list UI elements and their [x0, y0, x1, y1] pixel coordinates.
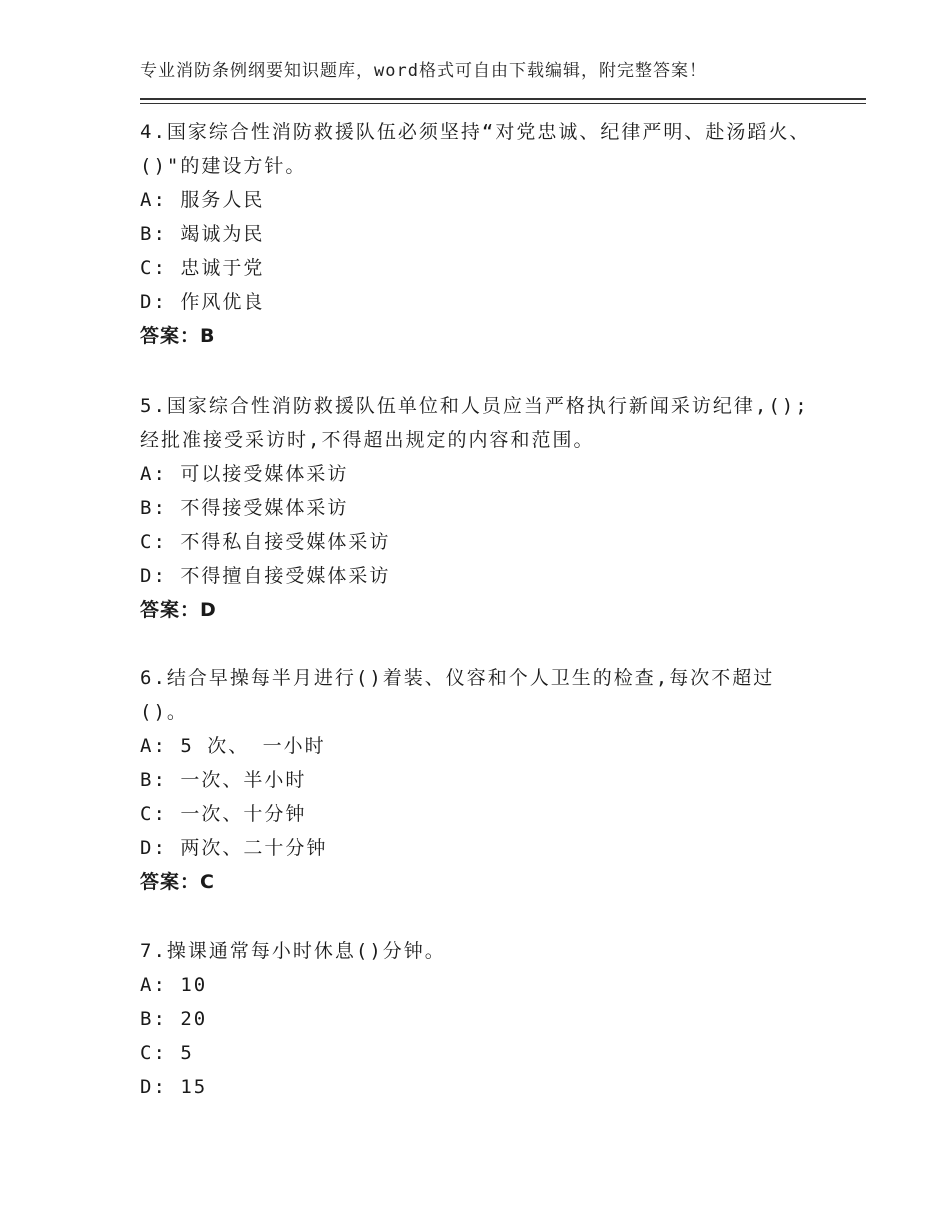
option-c: C: 忠诚于党	[140, 257, 265, 279]
question-7	[140, 934, 820, 1104]
option-a: A: 10	[140, 974, 208, 996]
option-b: B: 不得接受媒体采访	[140, 497, 349, 519]
option-d: D: 两次、二十分钟	[140, 837, 328, 859]
answer: 答案：D	[140, 599, 217, 621]
question-stem: 4.国家综合性消防救援队伍必须坚持“对党忠诚、纪律严明、赴汤蹈火、()"的建设方针。	[140, 121, 811, 177]
option-b: B: 20	[140, 1008, 208, 1030]
option-b: B: 一次、半小时	[140, 769, 307, 791]
option-c: C: 一次、十分钟	[140, 803, 307, 825]
option-d: D: 作风优良	[140, 291, 265, 313]
option-c: C: 不得私自接受媒体采访	[140, 531, 391, 553]
option-a: A: 5 次、 一小时	[140, 735, 326, 757]
question-5	[140, 389, 820, 627]
header-rule-thin	[140, 103, 866, 104]
option-b: B: 竭诚为民	[140, 223, 265, 245]
answer: 答案：C	[140, 871, 215, 893]
option-a: A: 可以接受媒体采访	[140, 463, 349, 485]
answer: 答案：B	[140, 325, 216, 347]
question-stem: 7.操课通常每小时休息()分钟。	[140, 940, 446, 962]
option-d: D: 不得擅自接受媒体采访	[140, 565, 391, 587]
question-stem: 6.结合早操每半月进行()着装、仪容和个人卫生的检查,每次不超过()。	[140, 667, 775, 723]
question-4	[140, 115, 820, 353]
question-6	[140, 661, 820, 899]
document-header: 专业消防条例纲要知识题库，word格式可自由下载编辑，附完整答案！	[140, 61, 707, 81]
header-rule-thick	[140, 98, 866, 100]
option-a: A: 服务人民	[140, 189, 265, 211]
question-stem: 5.国家综合性消防救援队伍单位和人员应当严格执行新闻采访纪律,();经批准接受采访时,不得超出规定的内容和范围。	[140, 395, 809, 451]
option-d: D: 15	[140, 1076, 208, 1098]
option-c: C: 5	[140, 1042, 194, 1064]
